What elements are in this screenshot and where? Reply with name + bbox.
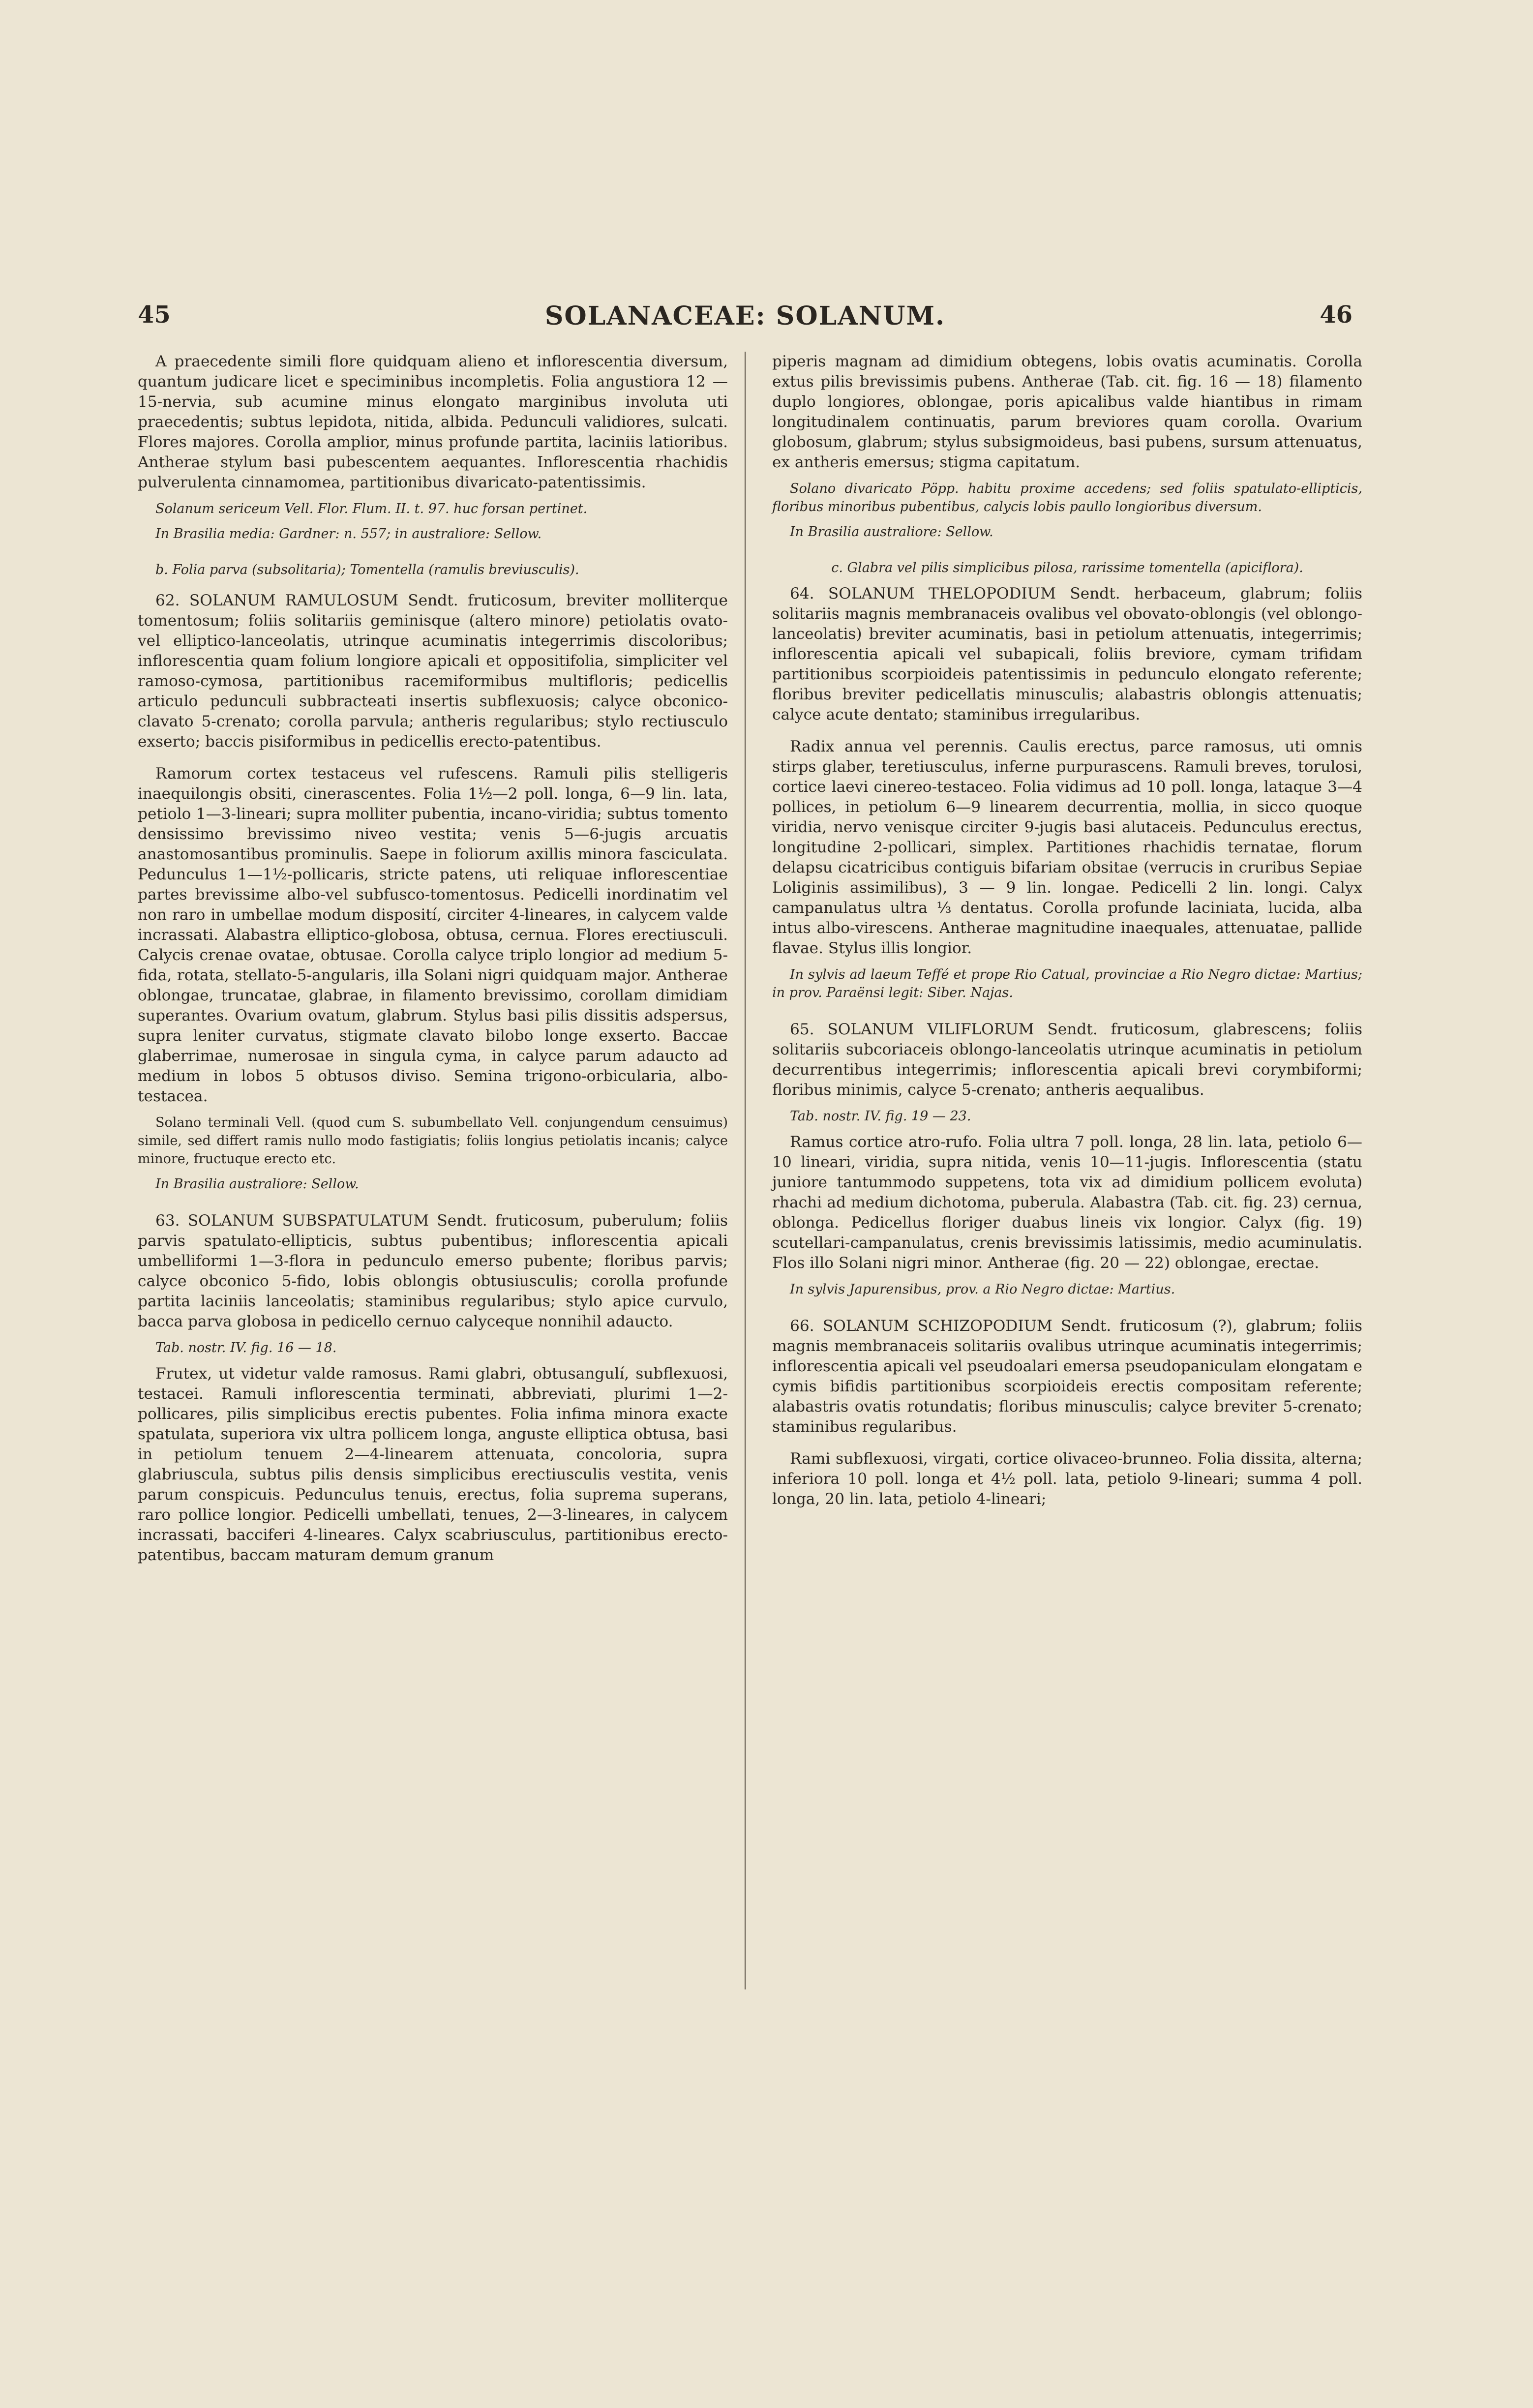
subsection-heading: b. Folia parva (subsolitaria); Tomentella (ramulis breviusculis).	[155, 562, 579, 577]
page-number-left: 45	[138, 301, 171, 329]
note: Solano terminali Vell. (quod cum S. subumbellato Vell. conjungendum censuimus) simile, sed differt ramis nullo modo fastigiatis; foliis longius petiolatis incanis; calyce minore, fructuque erecto etc.	[138, 1115, 728, 1167]
locality: In Brasilia australiore: Sellow.	[790, 524, 993, 540]
paragraph: piperis magnam ad dimidium obtegens, lobis ovatis acuminatis. Corolla extus pilis brevissimis pubens. Antherae (Tab. cit. fig. 16 — 18) filamento duplo longiores, oblongae, poris apicalibus valde hiantibus in rimam longitudinalem continuatis, parum breviores quam corolla. Ovarium globosum, glabrum; stylus subsigmoideus, basi pubens, sursum attenuatus, ex antheris emersus; stigma capitatum.	[772, 353, 1362, 471]
locality: In sylvis ad laeum Teffé et prope Rio Catual, provinciae a Rio Negro dictae: Martius; in prov. Paraënsi legit: Siber. Najas.	[772, 967, 1362, 1000]
paragraph: A praecedente simili flore quidquam alieno et inflorescentia diversum, quantum judicare licet e speciminibus incompletis. Folia angustiora 12 — 15-nervia, sub acumine minus elongato marginibus involuta uti praecedentis; subtus lepidota, nitida, albida. Pedunculi validiores, sulcati. Flores majores. Corolla amplior, minus profunde partita, laciniis latioribus. Antherae stylum basi pubescentem aequantes. Inflorescentia rhachidis pulverulenta cinnamomea, partitionibus divaricato-patentissimis.	[138, 353, 728, 491]
note: Solano divaricato Pöpp. habitu proxime accedens; sed foliis spatulato-ellipticis, floribus minoribus pubentibus, calycis lobis paullo longioribus diversum.	[772, 481, 1362, 514]
description: Frutex, ut videtur valde ramosus. Rami glabri, obtusangulí, subflexuosi, testacei. Ramuli inflorescentia terminati, abbreviati, plurimi 1—2-pollicares, pilis simplicibus erectis pubentes. Folia infima minora exacte spatulata, superiora vix ultra pollicem longa, anguste elliptica obtusa, basi in petiolum tenuem 2—4-linearem attenuata, concoloria, supra glabriuscula, subtus pilis densis simplicibus erectiusculis vestita, venis parum conspicuis. Pedunculus tenuis, erectus, folia suprema superans, raro pollice longior. Pedicelli umbellati, tenues, 2—3-lineares, in calycem incrassati, bacciferi 4-lineares. Calyx scabriusculus, partitionibus erecto-patentibus, baccam maturam demum granum	[138, 1365, 728, 1564]
locality: In Brasilia australiore: Sellow.	[155, 1176, 359, 1192]
species-entry-64: 64. SOLANUM THELOPODIUM Sendt. herbaceum, glabrum; foliis solitariis magnis membranaceis ovalibus vel obovato-oblongis (vel oblongo-lanceolatis) breviter acuminatis, basi in petiolum attenuatis, integerrimis; inflorescentia apicali vel subapicali, foliis breviore, cymam trifidam partitionibus scorpioideis patentissimis in pedunculo elongato referente; floribus breviter pedicellatis minusculis; alabastris oblongis attenuatis; calyce acute dentato; staminibus irregularibus.	[772, 585, 1362, 723]
page-header	[138, 301, 1353, 335]
column-divider	[745, 352, 746, 1989]
running-title: SOLANACEAE: SOLANUM.	[544, 301, 946, 331]
species-entry-63: 63. SOLANUM SUBSPATULATUM Sendt. fruticosum, puberulum; foliis parvis spatulato-ellipticis, subtus pubentibus; inflorescentia apicali umbelliformi 1—3-flora in pedunculo emerso pubente; floribus parvis; calyce obconico 5-fido, lobis oblongis obtusiusculis; corolla profunde partita laciniis lanceolatis; staminibus regularibus; stylo apice curvulo, bacca parva globosa in pedicello cernuo calyceque nonnihil adaucto.	[138, 1212, 728, 1330]
left-column	[138, 352, 728, 1565]
description: Rami subflexuosi, virgati, cortice olivaceo-brunneo. Folia dissita, alterna; inferiora 10 poll. longa et 4½ poll. lata, petiolo 9-lineari; summa 4 poll. longa, 20 lin. lata, petiolo 4-lineari;	[772, 1450, 1362, 1508]
description: Ramus cortice atro-rufo. Folia ultra 7 poll. longa, 28 lin. lata, petiolo 6—10 lineari, viridia, supra nitida, venis 10—11-jugis. Inflorescentia (statu juniore tantummodo suppetens, tota vix ad dimidium pollicem evoluta) rhachi ad medium dichotoma, puberula. Alabastra (Tab. cit. fig. 23) cernua, oblonga. Pedicellus floriger duabus lineis vix longior. Calyx (fig. 19) scutellari-campanulatus, crenis brevissimis latissimis, medio acuminulatis. Flos illo Solani nigri minor. Antherae (fig. 20 — 22) oblongae, erectae.	[772, 1133, 1362, 1272]
locality: In Brasilia media: Gardner: n. 557; in australiore: Sellow.	[155, 526, 542, 542]
species-entry-66: 66. SOLANUM SCHIZOPODIUM Sendt. fruticosum (?), glabrum; foliis magnis membranaceis solitariis ovalibus utrinque acuminatis integerrimis; inflorescentia apicali vel pseudoalari emersa pseudopaniculam elongatam e cymis bifidis partitionibus scorpioideis erectis compositam referente; alabastris ovatis rotundatis; floribus minusculis; calyce breviter 5-crenato; staminibus regularibus.	[772, 1317, 1362, 1436]
species-entry-65: 65. SOLANUM VILIFLORUM Sendt. fruticosum, glabrescens; foliis solitariis subcoriaceis oblongo-lanceolatis utrinque acuminatis in petiolum decurrentibus integerrimis; inflorescentia apicali brevi corymbiformi; floribus minimis, calyce 5-crenato; antheris aequalibus.	[772, 1021, 1362, 1099]
species-entry-62: 62. SOLANUM RAMULOSUM Sendt. fruticosum, breviter molliterque tomentosum; foliis solitariis geminisque (altero minore) petiolatis ovato- vel elliptico-lanceolatis, utrinque acuminatis integerrimis discoloribus; inflorescentia quam folium longiore apicali et oppositifolia, simpliciter vel ramoso-cymosa, partitionibus racemiformibus multifloris; pedicellis articulo pedunculi subbracteati insertis subflexuosis; calyce obconico-clavato 5-crenato; corolla parvula; antheris regularibus; stylo rectiusculo exserto; baccis pisiformibus in pedicellis erecto-patentibus.	[138, 592, 728, 751]
right-column	[772, 352, 1362, 1509]
page-number-right: 46	[1320, 301, 1353, 329]
plate-reference: Tab. nostr. IV. fig. 19 — 23.	[790, 1109, 971, 1124]
locality: In sylvis Japurensibus, prov. a Rio Negro dictae: Martius.	[790, 1282, 1175, 1297]
subsection-heading: c. Glabra vel pilis simplicibus pilosa, rarissime tomentella (apiciflora).	[831, 560, 1303, 575]
description: Radix annua vel perennis. Caulis erectus, parce ramosus, uti omnis stirps glaber, teretiusculus, inferne purpurascens. Ramuli breves, torulosi, cortice laevi cinereo-testaceo. Folia vidimus ad 10 poll. longa, lataque 3—4 pollices, in petiolum 6—9 linearem decurrentia, mollia, in sicco quoque viridia, nervo venisque circiter 9-jugis basi alutaceis. Pedunculus erectus, longitudine 2-pollicari, simplex. Partitiones rhachidis ternatae, florum delapsu cicatricibus contiguis bifariam obsitae (verrucis in cruribus Sepiae Loliginis assimilibus), 3 — 9 lin. longae. Pedicelli 2 lin. longi. Calyx campanulatus ultra ⅓ dentatus. Corolla profunde laciniata, lucida, alba intus albo-virescens. Antherae magnitudine inaequales, attenuatae, pallide flavae. Stylus illis longior.	[772, 738, 1362, 957]
citation: Solanum sericeum Vell. Flor. Flum. II. t. 97. huc forsan pertinet.	[155, 501, 588, 516]
plate-reference: Tab. nostr. IV. fig. 16 — 18.	[155, 1340, 337, 1355]
description: Ramorum cortex testaceus vel rufescens. Ramuli pilis stelligeris inaequilongis obsiti, cinerascentes. Folia 1½—2 poll. longa, 6—9 lin. lata, petiolo 1—3-lineari; supra molliter pubentia, incano-viridia; subtus tomento densissimo brevissimo niveo vestita; venis 5—6-jugis arcuatis anastomosantibus prominulis. Saepe in foliorum axillis minora fasciculata. Pedunculus 1—1½-pollicaris, stricte patens, uti reliquae inflorescentiae partes brevissime albo-vel subfusco-tomentosus. Pedicelli inordinatim vel non raro in umbellae modum disposití, circiter 4-lineares, in calycem valde incrassati. Alabastra elliptico-globosa, obtusa, cernua. Flores erectiusculi. Calycis crenae ovatae, obtusae. Corolla calyce triplo longior ad medium 5-fida, rotata, stellato-5-angularis, illa Solani nigri quidquam major. Antherae oblongae, truncatae, glabrae, in filamento brevissimo, corollam dimidiam superantes. Ovarium ovatum, glabrum. Stylus basi pilis dissitis adspersus, supra leniter curvatus, stigmate clavato bilobo longe exserto. Baccae glaberrimae, numerosae in singula cyma, in calyce parum adaucto ad medium in lobos 5 obtusos diviso. Semina trigono-orbicularia, albo-testacea.	[138, 765, 728, 1105]
